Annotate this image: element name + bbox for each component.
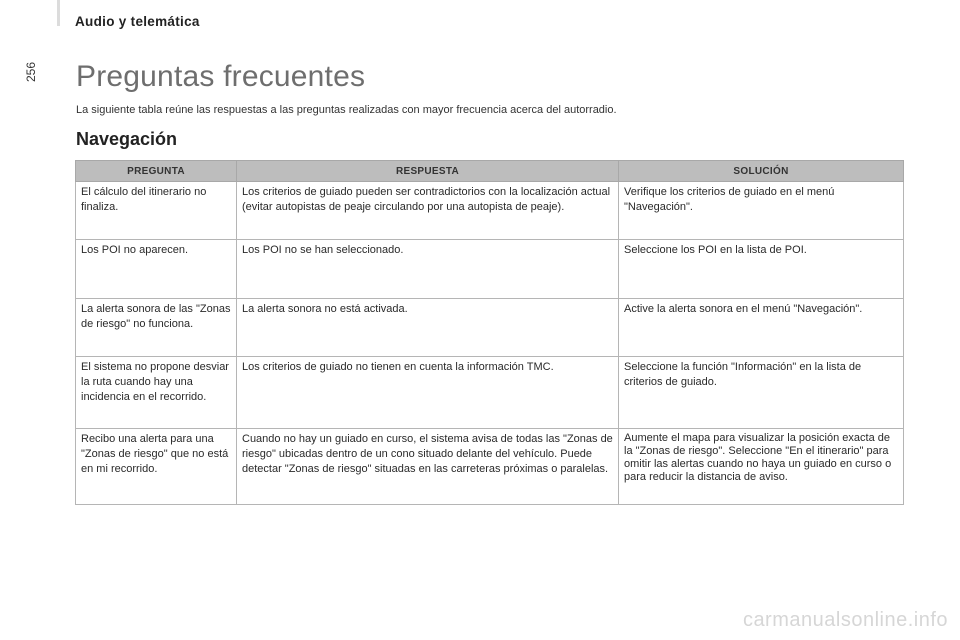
table-header-row xyxy=(76,161,904,182)
intro-text: La siguiente tabla reúne las respuestas a las preguntas realizadas con mayor frecuencia acerca del autorradio. xyxy=(76,104,617,116)
table-row xyxy=(76,182,904,240)
answer-cell: Los criterios de guiado pueden ser contradictorios con la localización actual (evitar autopistas de peaje circulando por una autopista de peaje). xyxy=(237,182,619,240)
page-number: 256 xyxy=(24,61,38,82)
column-header-question: PREGUNTA xyxy=(76,161,237,182)
table-row xyxy=(76,429,904,505)
question-cell: El sistema no propone desviar la ruta cuando hay una incidencia en el recorrido. xyxy=(76,357,237,429)
question-cell: La alerta sonora de las "Zonas de riesgo" no funciona. xyxy=(76,299,237,357)
question-cell: El cálculo del itinerario no finaliza. xyxy=(76,182,237,240)
solution-cell: Active la alerta sonora en el menú "Navegación". xyxy=(619,299,904,357)
page-title: Preguntas frecuentes xyxy=(76,60,366,93)
column-header-solution: SOLUCIÓN xyxy=(619,161,904,182)
section-title: Navegación xyxy=(76,129,178,149)
table-row xyxy=(76,357,904,429)
answer-cell: Los criterios de guiado no tienen en cuenta la información TMC. xyxy=(237,357,619,429)
solution-cell: Seleccione los POI en la lista de POI. xyxy=(619,240,904,299)
section-marker-bar xyxy=(57,0,60,26)
table-row xyxy=(76,240,904,299)
answer-cell: Cuando no hay un guiado en curso, el sistema avisa de todas las "Zonas de riesgo" ubicadas dentro de un cono situado delante del vehículo. Puede detectar "Zonas de riesgo" situadas en las carreteras próximas o paralelas. xyxy=(237,429,619,505)
solution-cell: Aumente el mapa para visualizar la posición exacta de la "Zonas de riesgo". Seleccione "En el itinerario" para omitir las alertas cuando no haya un guiado en curso o para reducir la distancia de aviso. xyxy=(619,429,904,505)
column-header-answer: RESPUESTA xyxy=(237,161,619,182)
question-cell: Recibo una alerta para una "Zonas de riesgo" que no está en mi recorrido. xyxy=(76,429,237,505)
section-header: Audio y telemática xyxy=(75,14,200,29)
solution-cell: Verifique los criterios de guiado en el menú "Navegación". xyxy=(619,182,904,240)
table-row xyxy=(76,299,904,357)
watermark: carmanualsonline.info xyxy=(742,609,948,631)
answer-cell: La alerta sonora no está activada. xyxy=(237,299,619,357)
faq-table xyxy=(75,160,904,505)
answer-cell: Los POI no se han seleccionado. xyxy=(237,240,619,299)
question-cell: Los POI no aparecen. xyxy=(76,240,237,299)
solution-cell: Seleccione la función "Información" en la lista de criterios de guiado. xyxy=(619,357,904,429)
